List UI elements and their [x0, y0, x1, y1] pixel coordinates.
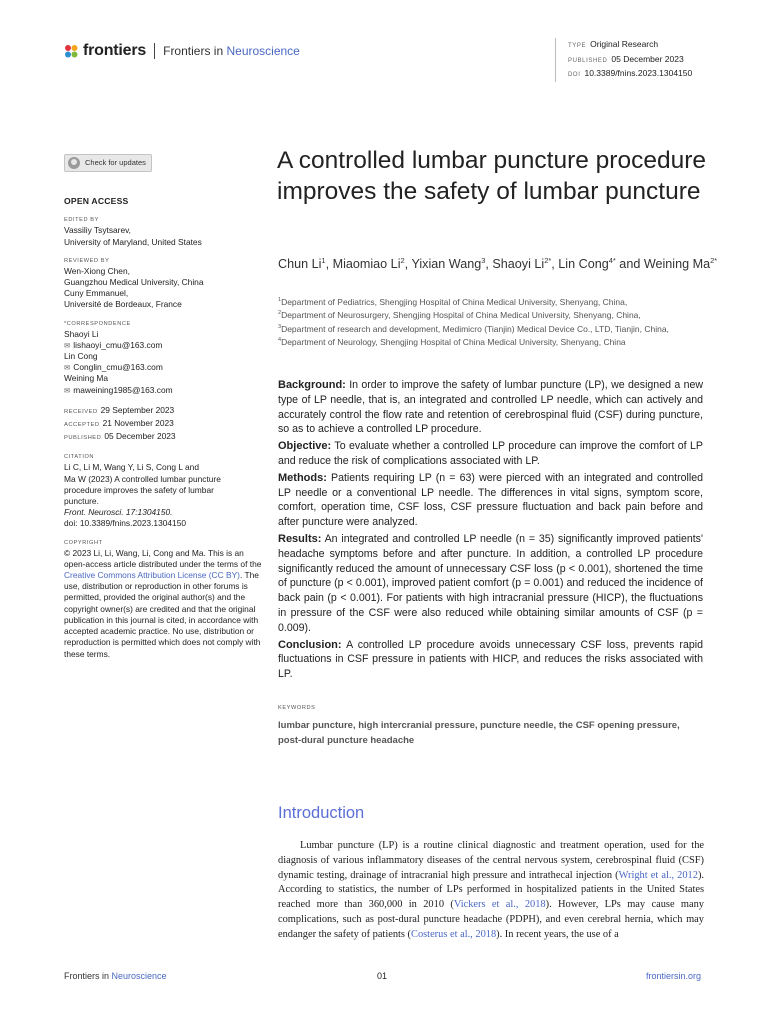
logo-divider: [154, 43, 155, 59]
meta-published: PUBLISHED 05 December 2023: [568, 53, 684, 64]
correspondence: Shaoyi Li ✉ lishaoyi_cmu@163.com Lin Cong ✉ Conglin_cmu@163.com Weining Ma ✉ maweining1985@163.com: [64, 329, 264, 396]
author[interactable]: Miaomiao Li$^2$: [332, 256, 405, 272]
footer-site-link[interactable]: frontiersin.org: [646, 971, 702, 981]
abstract-results: Results: An integrated and controlled LP needle (n = 35) significantly improved patients' headache symptoms before and after puncture. In addition, a controlled LP procedure significantly reduced the amount of unnecessary CSF loss (p < 0.001), shortened the time of puncture (p < 0.001), improved patient comfort (p = 0.001) and reduced the incidence of back pain (p < 0.001). For patients with high intracranial pressure (HICP), the fluctuations in pressure of the CSF were also reduced while obtaining similar amounts of CSF (p = 0.009).: [278, 532, 703, 634]
copyright-label: COPYRIGHT: [64, 539, 103, 546]
author[interactable]: Yixian Wang$^3$: [411, 256, 486, 272]
frontiers-logo-icon: [64, 44, 79, 59]
check-for-updates-button[interactable]: Check for updates: [64, 154, 152, 172]
edited-by-label: EDITED BY: [64, 217, 99, 224]
author[interactable]: Weining $Ma^{2*}$: [643, 256, 718, 272]
introduction-body: Lumbar puncture (LP) is a routine clinical diagnostic and treatment operation, used for the diagnosis of various inflammatory diseases of the central nervous system, cerebrospinal fluid (CSF) dynamic testing, drainage of intracranial high pressure and intrathecal injection (Wright et al., 2012). According to statistics, the number of LPs performed in hospitalized patients in the United States reached more than 360,000 in 2010 (Vickers et al., 2018). However, LPs may cause many complications, such as post-dural puncture headache (PDPH), and even cerebral hernia, which may endanger the safety of patients (Costerus et al., 2018). In recent years, the use of a: [278, 840, 705, 940]
citation-link[interactable]: Costerus et al., 2018: [411, 928, 497, 940]
article-title: A controlled lumbar puncture procedure improves the safety of lumbar puncture: [277, 147, 707, 205]
update-icon: [68, 157, 80, 169]
abstract-background: Background: In order to improve the safety of lumbar puncture (LP), we designed a new type of LP needle, that is, an integrated and controlled LP needle, which can actively and accurately control the flow rate and retention of cerebrospinal fluid (CSF) during puncture, so as to achieve a controlled LP procedure.: [278, 379, 703, 436]
edited-by: Vassiliy Tsytsarev, University of Maryland, United States: [64, 225, 202, 247]
email-link[interactable]: ✉ lishaoyi_cmu@163.com: [64, 339, 163, 350]
author-list: Chun Li$^1$, Miaomiao Li$^2$, Yixian Wang$^3$, Shaoyi $Li^{2*}$, Lin Cong$^{4*}$ and Weining $Ma^{2*}$: [278, 256, 718, 272]
author[interactable]: Lin Cong$^{4*}$: [558, 256, 616, 272]
keywords: lumbar puncture, high intercranial pressure, puncture needle, the CSF opening pressure, post-dural puncture headache: [278, 720, 680, 746]
citation-link[interactable]: Wright et al., 2012: [618, 869, 698, 881]
footer-journal[interactable]: Frontiers in Neuroscience: [64, 971, 167, 981]
cc-by-license-link[interactable]: Creative Commons Attribution License (CC BY): [64, 570, 240, 581]
sidebar: [64, 154, 264, 660]
reviewed-by: Wen-Xiong Chen, Guangzhou Medical University, China Cuny Emmanuel, Université de Bordeaux, France: [64, 265, 204, 310]
frontiers-logo[interactable]: [64, 42, 300, 60]
open-access-label: OPEN ACCESS: [64, 196, 129, 207]
copyright-text: © 2023 Li, Li, Wang, Li, Cong and Ma. This is an open-access article distributed under the terms of the Creative Commons Attribution License (CC BY). The use, distribution or reproduction in other forums is permitted, provided the original author(s) and the copyright owner(s) are credited and that the original publication in this journal is cited, in accordance with accepted academic practice. No use, distribution or reproduction is permitted which does not comply with these terms.: [64, 547, 262, 659]
citation-label: CITATION: [64, 454, 95, 461]
mail-icon: ✉: [64, 340, 71, 350]
email-link[interactable]: ✉ Conglin_cmu@163.com: [64, 362, 163, 373]
keywords-label: KEYWORDS: [278, 705, 316, 711]
affiliation: $^1$Department of Pediatrics, Shengjing Hospital of China Medical University, Shenyang, China,: [278, 296, 628, 307]
page-number: 01: [377, 971, 388, 981]
mail-icon: ✉: [64, 385, 71, 395]
affiliations: [278, 295, 718, 348]
journal-name[interactable]: Frontiers in Neuroscience: [163, 44, 300, 58]
citation: Li C, Li M, Wang Y, Li S, Cong L and Ma W (2023) A controlled lumbar puncture procedure improves the safety of lumbar puncture. Front. Neurosci. 17:1304150. doi: 10.3389/fnins.2023.1304150: [64, 462, 221, 529]
abstract-conclusion: Conclusion: A controlled LP procedure avoids unnecessary CSF loss, prevents rapid fluctuations in CSF pressure in patients with HICP, and reduces the risks associated with LP.: [278, 638, 703, 681]
introduction-heading: Introduction: [278, 804, 365, 822]
meta-doi[interactable]: DOI 10.3389/fnins.2023.1304150: [568, 68, 693, 78]
author[interactable]: Shaoyi $Li^{2*}$: [492, 256, 552, 272]
article-meta: [555, 38, 692, 82]
abstract-methods: Methods: Patients requiring LP (n = 63) were pierced with an integrated and controlled LP needle or a conventional LP needle. The differences in vital signs, symptom score, comfort, operation time, CSF loss, CSF pressure fluctuation and back pain before and after puncture were analyzed.: [278, 471, 703, 529]
logo-text: frontiers: [83, 42, 147, 59]
author[interactable]: Chun Li$^1$: [278, 256, 326, 272]
dates: RECEIVED 29 September 2023 ACCEPTED 21 November 2023 PUBLISHED 05 December 2023: [64, 404, 176, 442]
mail-icon: ✉: [64, 363, 71, 373]
meta-type: TYPE Original Research: [568, 39, 659, 49]
affiliation: $^2$Department of Neurosurgery, Shengjing Hospital of China Medical University, Shenyang, China,: [278, 310, 641, 321]
email-link[interactable]: ✉ maweining1985@163.com: [64, 384, 173, 395]
abstract-objective: Objective: To evaluate whether a controlled LP procedure can improve the comfort of LP and reduce the risk of complications associated with LP.: [278, 440, 703, 467]
citation-link[interactable]: Vickers et al., 2018: [453, 899, 546, 911]
reviewed-by-label: REVIEWED BY: [64, 257, 110, 264]
affiliation: $^4$Department of Neurology, Shengjing Hospital of China Medical University, Shenyang, China: [278, 336, 626, 347]
correspondence-label: *CORRESPONDENCE: [64, 320, 131, 327]
abstract: [278, 378, 703, 684]
affiliation: $^3$Department of research and development, Medimicro (Tianjin) Medical Device Co., LTD, Tianjin, China,: [278, 323, 669, 334]
